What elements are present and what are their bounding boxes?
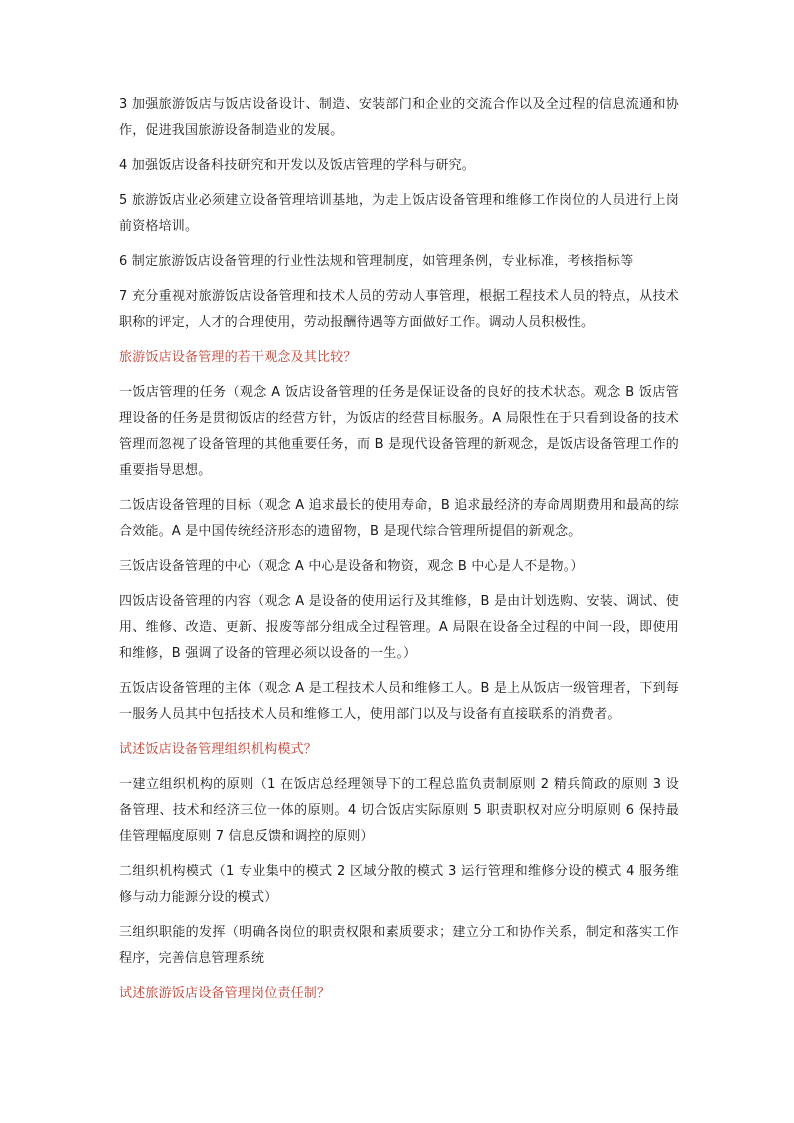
- paragraph-org-modes: 二组织机构模式（1 专业集中的模式 2 区域分散的模式 3 运行管理和维修分设的模式 4 服务维修与动力能源分设的模式）: [119, 864, 679, 905]
- paragraph-org-functions: 三组织职能的发挥（明确各岗位的职责权限和素质要求；建立分工和协作关系，制定和落实工作程序，完善信息管理系统: [119, 925, 679, 966]
- section-heading-responsibility: 试述旅游饭店设备管理岗位责任制？: [119, 986, 331, 1001]
- section-heading-concepts: 旅游饭店设备管理的若干观念及其比较？: [119, 350, 357, 365]
- paragraph-item-7: 7 充分重视对旅游饭店设备管理和技术人员的劳动人事管理，根据工程技术人员的特点，从技术职称的评定，人才的合理使用，劳动报酬待遇等方面做好工作。调动人员积极性。: [119, 289, 679, 330]
- paragraph-goal: 二饭店设备管理的目标（观念 A 追求最长的使用寿命，B 追求最经济的寿命周期费用和最高的综合效能。A 是中国传统经济形态的遗留物，B 是现代综合管理所提倡的新观念。: [119, 498, 679, 539]
- paragraph-item-4: 4 加强饭店设备科技研究和开发以及饭店管理的学科与研究。: [119, 158, 476, 173]
- paragraph-task: 一饭店管理的任务（观念 A 饭店设备管理的任务是保证设备的良好的技术状态。观念 B 饭店管理设备的任务是贯彻饭店的经营方针，为饭店的经营目标服务。A 局限性在于只看到设备的技术管理而忽视了设备管理的其他重要任务，而 B 是现代设备管理的新观念，是饭店设备管理工作的重要指导思想。: [119, 385, 679, 478]
- paragraph-item-3: 3 加强旅游饭店与饭店设备设计、制造、安装部门和企业的交流合作以及全过程的信息流通和协作，促进我国旅游设备制造业的发展。: [119, 97, 679, 138]
- paragraph-content: 四饭店设备管理的内容（观念 A 是设备的使用运行及其维修，B 是由计划选购、安装、调试、使用、维修、改造、更新、报废等部分组成全过程管理。A 局限在设备全过程的中间一段，即使用和维修，B 强调了设备的管理必须以设备的一生。）: [119, 594, 679, 661]
- document-page: [119, 92, 679, 1016]
- paragraph-subject: 五饭店设备管理的主体（观念 A 是工程技术人员和维修工人。B 是上从饭店一级管理者，下到每一服务人员其中包括技术人员和维修工人，使用部门以及与设备有直接联系的消费者。: [119, 681, 679, 722]
- paragraph-item-6: 6 制定旅游饭店设备管理的行业性法规和管理制度，如管理条例，专业标准，考核指标等: [119, 254, 634, 269]
- section-heading-organization: 试述饭店设备管理组织机构模式？: [119, 742, 318, 757]
- paragraph-center: 三饭店设备管理的中心（观念 A 中心是设备和物资，观念 B 中心是人不是物。）: [119, 559, 584, 574]
- paragraph-item-5: 5 旅游饭店业必须建立设备管理培训基地，为走上饭店设备管理和维修工作岗位的人员进行上岗前资格培训。: [119, 193, 679, 234]
- paragraph-org-principles: 一建立组织机构的原则（1 在饭店总经理领导下的工程总监负责制原则 2 精兵简政的原则 3 设备管理、技术和经济三位一体的原则。4 切合饭店实际原则 5 职责职权对应分明原则 6 保持最佳管理幅度原则 7 信息反馈和调控的原则）: [119, 777, 679, 844]
